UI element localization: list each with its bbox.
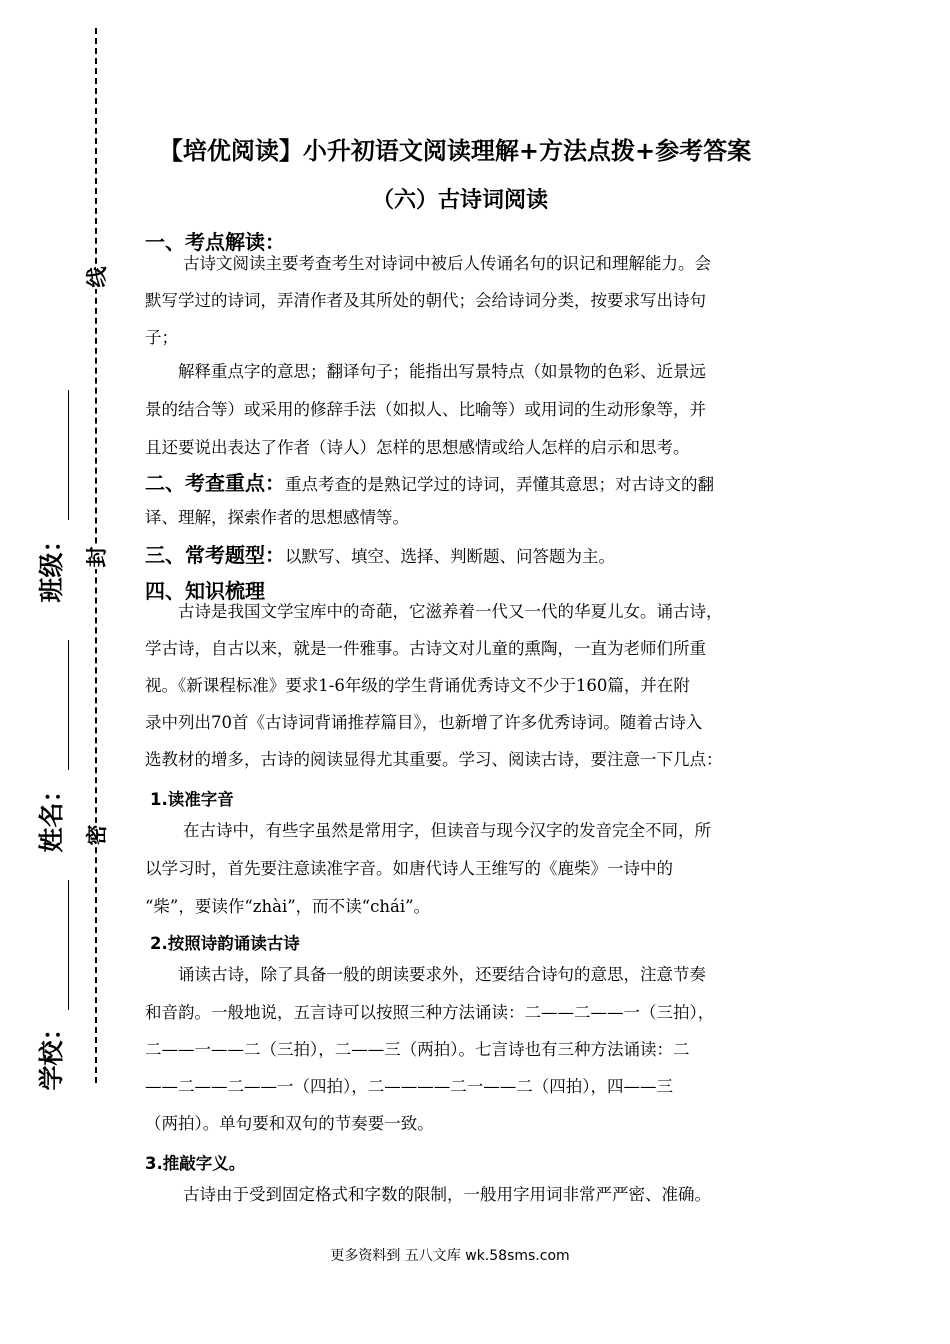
section-2-text: 重点考查的是熟记学过的诗词，弄懂其意思；对古诗文的翻: [285, 475, 714, 494]
para-line: 视。《新课程标准》要求1-6年级的学生背诵优秀诗文不少于160篇，并在附: [145, 676, 690, 695]
name-label: 姓名：: [37, 777, 66, 853]
para-line: 默写学过的诗词，弄清作者及其所处的朝代；会给诗词分类，按要求写出诗句: [145, 291, 706, 310]
para-line: 译、理解，探索作者的思想感情等。: [145, 508, 409, 527]
para-line: 以学习时，首先要注意读准字音。如唐代诗人王维写的《鹿柴》一诗中的: [145, 859, 673, 878]
binding-char-xian: 线: [81, 265, 111, 289]
section-4-heading: 四、知识梳理: [145, 579, 265, 603]
section-3-title: 三、常考题型：: [145, 543, 285, 567]
name-blank[interactable]: [68, 640, 69, 770]
subheading-1: 1.读准字音: [150, 790, 234, 809]
section-2-heading: [145, 467, 714, 496]
class-blank[interactable]: [68, 390, 69, 520]
para-line: （两拍）。单句要和双句的节奏要一致。: [145, 1114, 434, 1133]
page-title: 【培优阅读】小升初语文阅读理解+方法点拨+参考答案: [158, 137, 752, 165]
para-line: 二——一——二（三拍），二——三（两拍）。七言诗也有三种方法诵读：二: [145, 1040, 690, 1059]
class-label: 班级：: [37, 527, 66, 603]
section-1-heading: 一、考点解读：: [145, 230, 285, 254]
page-subtitle: （六）古诗词阅读: [371, 188, 548, 213]
para-line: 在古诗中，有些字虽然是常用字，但读音与现今汉字的发音完全不同，所: [183, 821, 711, 840]
section-3-text: 以默写、填空、选择、判断题、问答题为主。: [285, 547, 615, 566]
para-line: ——二——二——一（四拍），二————二一——二（四拍），四——三: [145, 1077, 673, 1096]
school-blank[interactable]: [68, 880, 69, 1010]
para-line: 学古诗，自古以来，就是一件雅事。古诗文对儿童的熏陶，一直为老师们所重: [145, 639, 706, 658]
para-line: 解释重点字的意思；翻译句子；能指出写景特点（如景物的色彩、近景远: [178, 362, 706, 381]
para-line: 诵读古诗，除了具备一般的朗读要求外，还要结合诗句的意思，注意节奏: [178, 965, 706, 984]
school-label: 学校：: [37, 1015, 66, 1091]
subheading-2: 2.按照诗韵诵读古诗: [150, 934, 300, 953]
para-line: 子；: [145, 328, 178, 347]
para-line: 景的结合等）或采用的修辞手法（如拟人、比喻等）或用词的生动形象等，并: [145, 400, 706, 419]
para-line: 录中列出70首《古诗词背诵推荐篇目》，也新增了许多优秀诗词。随着古诗入: [145, 713, 703, 732]
para-line: 和音韵。一般地说，五言诗可以按照三种方法诵读：二——二——一（三拍），: [145, 1003, 715, 1022]
footer-link[interactable]: 更多资料到 五八文库 wk.58sms.com: [330, 1248, 570, 1264]
binding-char-mi: 密: [81, 823, 111, 847]
binding-char-feng: 封: [81, 545, 111, 569]
section-3-heading: [145, 539, 615, 568]
para-line: “柴”，要读作“zhài”，而不读“chái”。: [145, 897, 431, 916]
para-line: 古诗是我国文学宝库中的奇葩，它滋养着一代又一代的华夏儿女。诵古诗，: [178, 602, 723, 621]
para-line: 且还要说出表达了作者（诗人）怎样的思想感情或给人怎样的启示和思考。: [145, 438, 690, 457]
para-line: 选教材的增多，古诗的阅读显得尤其重要。学习、阅读古诗，要注意一下几点：: [145, 750, 723, 769]
para-line: 古诗文阅读主要考查考生对诗词中被后人传诵名句的识记和理解能力。会: [183, 254, 711, 273]
section-2-title: 二、考查重点：: [145, 471, 285, 495]
para-line: 古诗由于受到固定格式和字数的限制，一般用字用词非常严严密、准确。: [183, 1185, 711, 1204]
subheading-3: 3.推敲字义。: [145, 1154, 246, 1173]
